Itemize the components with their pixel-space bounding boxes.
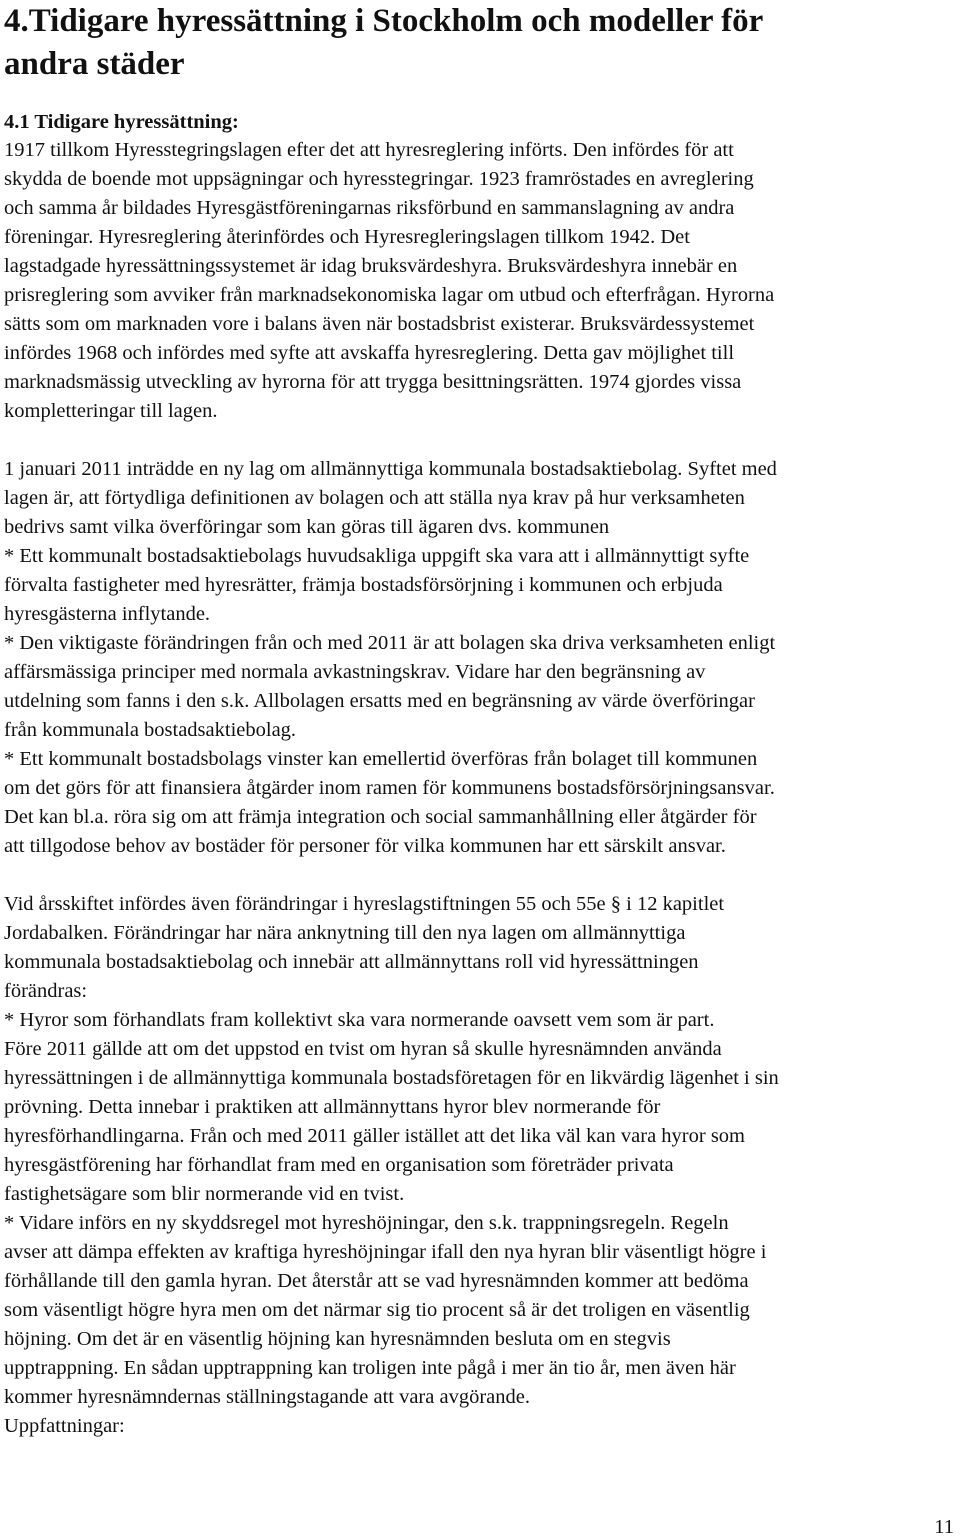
text-line: kommer hyresnämndernas ställningstagande att vara avgörande. — [4, 1386, 530, 1408]
section-subheading: 4.1 Tidigare hyressättning: — [4, 111, 239, 133]
text-line: hyresgästförening har förhandlat fram med en organisation som företräder privata — [4, 1154, 674, 1176]
text-line: lagstadgade hyressättningssystemet är idag bruksvärdeshyra. Bruksvärdeshyra innebär en — [4, 255, 738, 277]
text-line: och samma år bildades Hyresgästföreningarnas riksförbund en sammanslagning av andra — [4, 197, 735, 219]
text-line: kommunala bostadsaktiebolag och innebär att allmännyttans roll vid hyressättningen — [4, 951, 699, 973]
page-number: 11 — [934, 1516, 954, 1538]
text-line: prövning. Detta innebar i praktiken att allmännyttans hyror blev normerande för — [4, 1096, 661, 1118]
text-line: sätts som om marknaden vore i balans även när bostadsbrist existerar. Bruksvärdessystemet — [4, 313, 755, 335]
text-line: * Vidare införs en ny skyddsregel mot hyreshöjningar, den s.k. trappningsregeln. Regeln — [4, 1212, 729, 1234]
chapter-heading-line-2: andra städer — [4, 46, 185, 82]
text-line: Jordabalken. Förändringar har nära anknytning till den nya lagen om allmännyttiga — [4, 922, 686, 944]
text-line: förändras: — [4, 980, 88, 1002]
text-line: förvalta fastigheter med hyresrätter, främja bostadsförsörjning i kommunen och erbjuda — [4, 574, 723, 596]
text-line: Före 2011 gällde att om det uppstod en tvist om hyran så skulle hyresnämnden använda — [4, 1038, 722, 1060]
text-line: upptrappning. En sådan upptrappning kan troligen inte pågå i mer än tio år, men även här — [4, 1357, 736, 1379]
text-line: skydda de boende mot uppsägningar och hyresstegringar. 1923 framröstades en avreglering — [4, 168, 754, 190]
text-line: hyressättningen i de allmännyttiga kommunala bostadsföretagen för en likvärdig lägenhet i sin — [4, 1067, 779, 1089]
chapter-heading — [4, 0, 958, 86]
text-line: föreningar. Hyresreglering återinfördes och Hyresregleringslagen tillkom 1942. Det — [4, 226, 690, 248]
text-line: * Ett kommunalt bostadsaktiebolags huvudsakliga uppgift ska vara att i allmännyttigt syfte — [4, 545, 750, 567]
text-line: höjning. Om det är en väsentlig höjning kan hyresnämnden besluta om en stegvis — [4, 1328, 671, 1350]
document-page — [4, 0, 958, 1441]
text-line: Uppfattningar: — [4, 1415, 125, 1437]
text-line: * Hyror som förhandlats fram kollektivt ska vara normerande oavsett vem som är part. — [4, 1009, 715, 1031]
text-line: hyresgästerna inflytande. — [4, 603, 211, 625]
text-line: att tillgodose behov av bostäder för personer för vilka kommunen har ett särskilt ansvar. — [4, 835, 726, 857]
paragraph-tenancy-changes — [4, 890, 958, 1441]
text-line: hyresförhandlingarna. Från och med 2011 gäller istället att det lika väl kan vara hyror som — [4, 1125, 745, 1147]
paragraph-history — [4, 136, 958, 426]
text-line: 1917 tillkom Hyresstegringslagen efter det att hyresreglering införts. Den infördes för att — [4, 139, 734, 161]
text-line: infördes 1968 och infördes med syfte att avskaffa hyresreglering. Detta gav möjlighet till — [4, 342, 735, 364]
text-line: 1 januari 2011 inträdde en ny lag om allmännyttiga kommunala bostadsaktiebolag. Syftet med — [4, 458, 777, 480]
text-line: kompletteringar till lagen. — [4, 400, 218, 422]
text-line: från kommunala bostadsaktiebolag. — [4, 719, 297, 741]
text-line: marknadsmässig utveckling av hyrorna för att trygga besittningsrätten. 1974 gjordes vissa — [4, 371, 742, 393]
paragraph-new-law — [4, 455, 958, 861]
text-line: affärsmässiga principer med normala avkastningskrav. Vidare har den begränsning av — [4, 661, 706, 683]
chapter-heading-line-1: 4.Tidigare hyressättning i Stockholm och modeller för — [4, 3, 764, 39]
text-line: * Den viktigaste förändringen från och med 2011 är att bolagen ska driva verksamheten enligt — [4, 632, 776, 654]
text-line: förhållande till den gamla hyran. Det återstår att se vad hyresnämnden kommer att bedöma — [4, 1270, 749, 1292]
text-line: fastighetsägare som blir normerande vid en tvist. — [4, 1183, 405, 1205]
text-line: utdelning som fanns i den s.k. Allbolagen ersatts med en begränsning av värde överföringar — [4, 690, 755, 712]
text-line: avser att dämpa effekten av kraftiga hyreshöjningar ifall den nya hyran blir väsentligt högre i — [4, 1241, 767, 1263]
text-line: * Ett kommunalt bostadsbolags vinster kan emellertid överföras från bolaget till kommunen — [4, 748, 758, 770]
text-line: om det görs för att finansiera åtgärder inom ramen för kommunens bostadsförsörjningsansvar. — [4, 777, 775, 799]
text-line: bedrivs samt vilka överföringar som kan göras till ägaren dvs. kommunen — [4, 516, 610, 538]
text-line: Det kan bl.a. röra sig om att främja integration och social sammanhållning eller åtgärder för — [4, 806, 757, 828]
text-line: Vid årsskiftet infördes även förändringar i hyreslagstiftningen 55 och 55e § i 12 kapitlet — [4, 893, 725, 915]
text-line: prisreglering som avviker från marknadsekonomiska lagar om utbud och efterfrågan. Hyrorna — [4, 284, 775, 306]
text-line: som väsentligt högre hyra men om det närmar sig tio procent så är det troligen en väsentlig — [4, 1299, 750, 1321]
text-line: lagen är, att förtydliga definitionen av bolagen och att ställa nya krav på hur verksamheten — [4, 487, 745, 509]
